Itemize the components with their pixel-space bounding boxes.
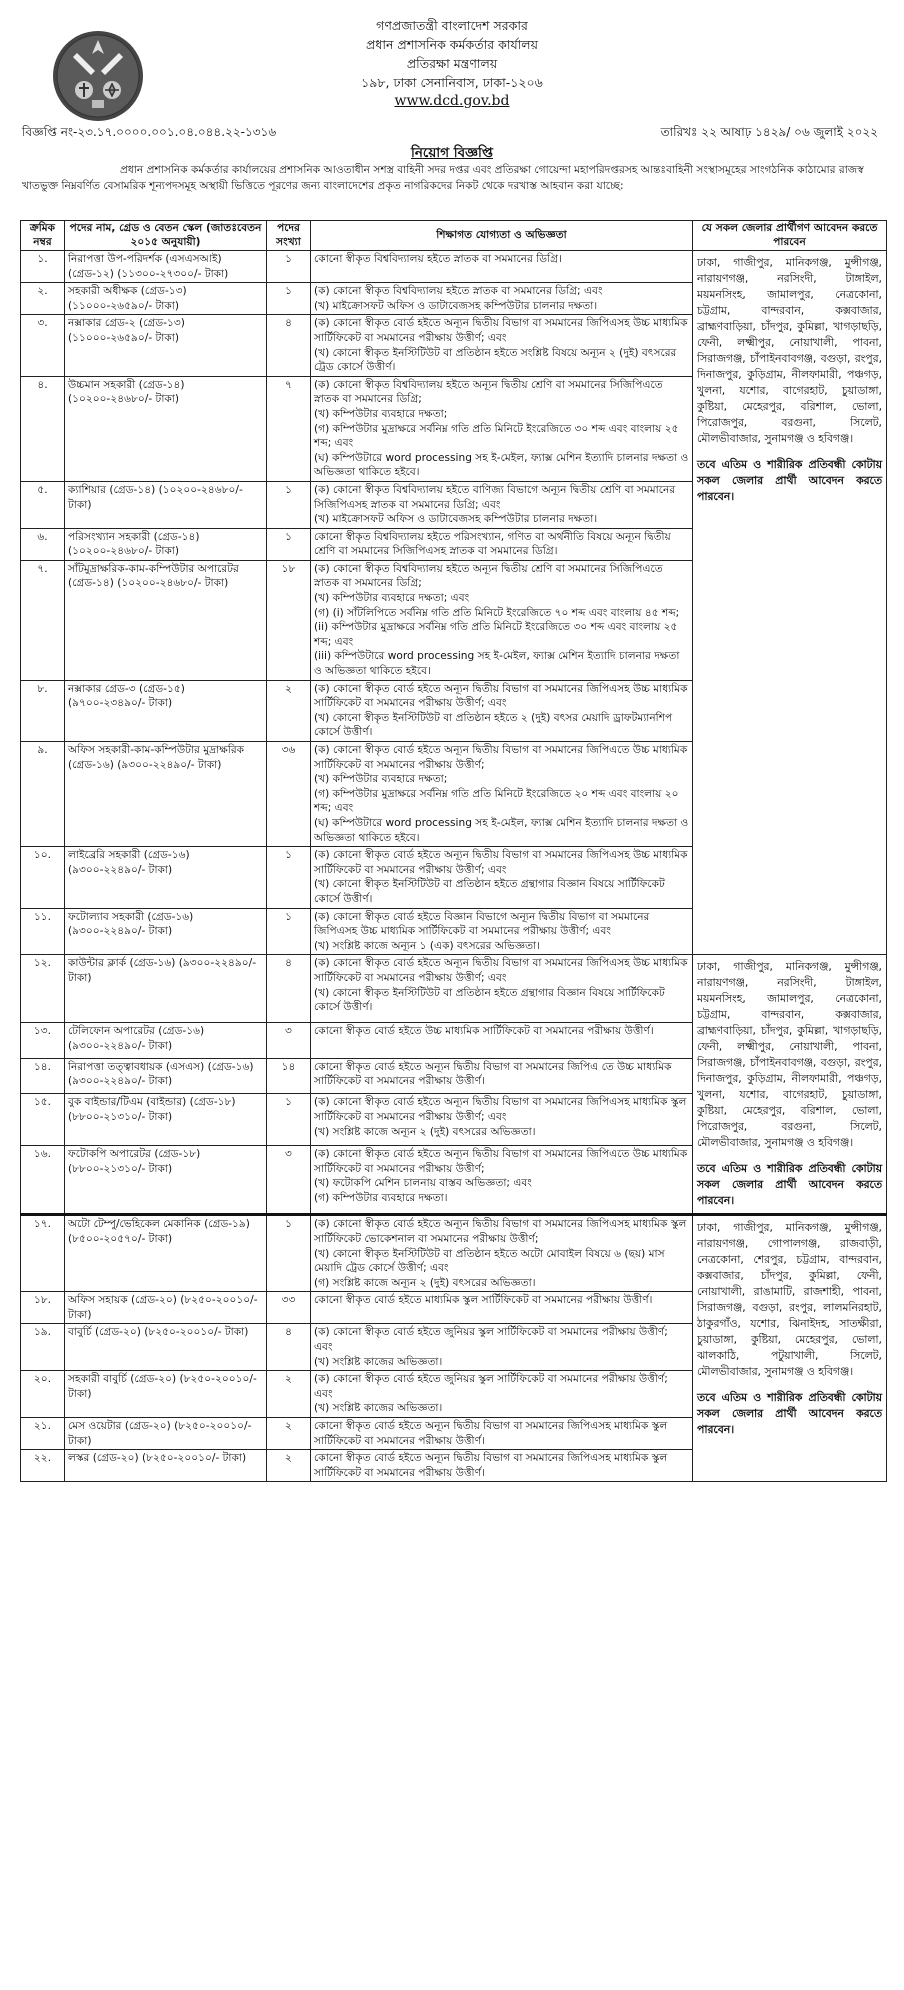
qualification-cell <box>311 1324 693 1371</box>
post-cell: নিরাপত্তা তত্ত্বাবধায়ক (এসএস) (গ্রেড-১৬) (৯৩০০-২২৪৯০/- টাকা) <box>65 1058 267 1094</box>
post-count-cell: ১ <box>267 528 311 560</box>
qualification-cell <box>311 1146 693 1215</box>
qualification-line: (খ) ফটোকপি মেশিন চালনায় বাস্তব অভিজ্ঞতা; এবং <box>314 1177 532 1190</box>
post-cell: বুক বাইন্ডার/টিএম (বাইন্ডার) (গ্রেড-১৮) (৮৮০০-২১৩১০/- টাকা) <box>65 1094 267 1146</box>
vacancy-table <box>20 220 887 1482</box>
qualification-line: (গ) কম্পিউটার মুদ্রাক্ষরে সর্বনিম্ন গতি প্রতি মিনিটে ইংরেজিতে ২০ শব্দ এবং বাংলায় ২০ শব্দ; এবং <box>314 787 679 815</box>
table-row <box>21 955 887 1023</box>
title-text: নিয়োগ বিজ্ঞপ্তি <box>410 145 493 161</box>
website-link[interactable]: www.dcd.gov.bd <box>394 93 510 109</box>
qualification-cell <box>311 908 693 955</box>
qualification-cell <box>311 1292 693 1324</box>
qualification-cell <box>311 1450 693 1482</box>
serial-cell: ১১. <box>21 908 65 955</box>
post-count-cell: ৪ <box>267 955 311 1023</box>
qualification-line: (খ) কোনো স্বীকৃত ইনস্টিটিউট বা প্রতিষ্ঠান হইতে অটো মোবাইল বিষয়ে ৬ (ছয়) মাস মেয়াদি ট্রেড কোর্সে উত্তীর্ণ; এবং <box>314 1247 665 1275</box>
post-cell: টেলিফোন অপারেটর (গ্রেড-১৬) (৯৩০০-২২৪৯০/- টাকা) <box>65 1023 267 1059</box>
qualification-line: কোনো স্বীকৃত বিশ্ববিদ্যালয় হইতে পরিসংখ্যান, গণিত বা অর্থনীতি বিষয়ে অন্যূন দ্বিতীয় শ্রেণি বা সমমানের সিজিপিএসহ স্নাতক বা সমমানের ডিগ্রি। <box>314 530 671 558</box>
qualification-line: (ঘ) কম্পিউটারে word processing সহ ই-মেইল, ফ্যাক্স মেশিন ইত্যাদি চালনার দক্ষতা ও অভিজ্ঞতা থাকিতে হইবে। <box>314 816 689 844</box>
qualification-line: (খ) সংশ্লিষ্ট কাজের অভিজ্ঞতা। <box>314 1402 443 1415</box>
table-row <box>21 251 887 283</box>
post-cell: ফটোল্যাব সহকারী (গ্রেড-১৬) (৯৩০০-২২৪৯০/- টাকা) <box>65 908 267 955</box>
post-cell: অফিস সহায়ক (গ্রেড-২০) (৮২৫০-২০০১০/- টাকা) <box>65 1292 267 1324</box>
post-count-cell: ১৮ <box>267 560 311 680</box>
qualification-line: (গ) সংশ্লিষ্ট কাজে অন্যূন ২ (দুই) বৎসরের অভিজ্ঞতা। <box>314 1276 536 1289</box>
qualification-line: (গ) কম্পিউটার ব্যবহারে দক্ষতা। <box>314 1192 448 1205</box>
qualification-line: (খ) কম্পিউটার ব্যবহারে দক্ষতা; এবং <box>314 592 470 605</box>
post-count-cell: ১ <box>267 1215 311 1292</box>
col-header-qualification: শিক্ষাগত যোগ্যতা ও অভিজ্ঞতা <box>311 221 693 251</box>
post-cell: অফিস সহকারী-কাম-কম্পিউটার মুদ্রাক্ষরিক (গ্রেড-১৬) (৯৩০০-২২৪৯০/- টাকা) <box>65 742 267 847</box>
office-address-line: ১৯৮, ঢাকা সেনানিবাস, ঢাকা-১২০৬ <box>361 75 543 90</box>
qualification-line: (ঘ) কম্পিউটারে word processing সহ ই-মেইল, ফ্যাক্স মেশিন ইত্যাদি চালনার দক্ষতা ও অভিজ্ঞতা থাকিতে হইবে। <box>314 451 689 479</box>
serial-cell: ১৩. <box>21 1023 65 1059</box>
qualification-line: (ক) কোনো স্বীকৃত বোর্ড হইতে অন্যূন দ্বিতীয় বিভাগ বা সমমানের জিপিএতে উচ্চ মাধ্যমিক সার্টিফিকেট বা সমমানের পরীক্ষায় উত্তীর্ণ; <box>314 1148 688 1175</box>
qualification-cell <box>311 376 693 481</box>
serial-cell: ১৪. <box>21 1058 65 1094</box>
office-name: প্রধান প্রশাসনিক কর্মকর্তার কার্যালয় <box>366 37 538 52</box>
qualification-line: (ক) কোনো স্বীকৃত বিশ্ববিদ্যালয় হইতে অন্যূন দ্বিতীয় শ্রেণি বা সমমানের সিজিপিএতে স্নাতক বা সমমানের ডিগ্রি; <box>314 562 663 590</box>
vacancy-rows <box>21 251 887 1482</box>
defence-emblem-icon <box>52 30 144 122</box>
post-cell: সাঁটমুদ্রাক্ষরিক-কাম-কম্পিউটার অপারেটর (গ্রেড-১৪) (১০২০০-২৪৬৮০/- টাকা) <box>65 560 267 680</box>
post-cell: লস্কর (গ্রেড-২০) (৮২৫০-২০০১০/- টাকা) <box>65 1450 267 1482</box>
qualification-line: (খ) মাইক্রোসফট অফিস ও ডাটাবেজসহ কম্পিউটার চালনার দক্ষতা। <box>314 513 598 526</box>
serial-cell: ১৭. <box>21 1215 65 1292</box>
qualification-cell <box>311 1058 693 1094</box>
post-cell: নক্সাকার গ্রেড-৩ (গ্রেড-১৫) (৯৭০০-২৩৪৯০/- টাকা) <box>65 680 267 741</box>
post-count-cell: ৩ <box>267 1146 311 1215</box>
qualification-line: (ক) কোনো স্বীকৃত বিশ্ববিদ্যালয় হইতে বাণিজ্য বিভাগে অন্যূন দ্বিতীয় শ্রেণি বা সমমানের সিজিপিএসহ স্নাতক বা সমমানের ডিগ্রি; এবং <box>314 483 676 511</box>
qualification-cell <box>311 680 693 741</box>
post-cell: বাবুর্চি (গ্রেড-২০) (৮২৫০-২০০১০/- টাকা) <box>65 1324 267 1371</box>
post-cell: পরিসংখ্যান সহকারী (গ্রেড-১৪) (১০২০০-২৪৬৮০/- টাকা) <box>65 528 267 560</box>
qualification-cell <box>311 1418 693 1450</box>
post-cell: সহকারী অধীক্ষক (গ্রেড-১৩) (১১০০০-২৬৫৯০/- টাকা) <box>65 283 267 315</box>
qualification-line: (ক) কোনো স্বীকৃত বোর্ড হইতে জুনিয়র স্কুল সার্টিফিকেট বা সমমানের পরীক্ষায় উত্তীর্ণ; এবং <box>314 1373 668 1400</box>
qualification-line: কোনো স্বীকৃত বোর্ড হইতে উচ্চ মাধ্যমিক সার্টিফিকেট বা সমমানের পরীক্ষায় উত্তীর্ণ। <box>314 1025 654 1038</box>
post-count-cell: ১ <box>267 283 311 315</box>
eligible-districts-cell <box>693 251 887 955</box>
serial-cell: ৭. <box>21 560 65 680</box>
eligible-districts-cell <box>693 955 887 1215</box>
serial-cell: ২২. <box>21 1450 65 1482</box>
qualification-line: (ii) কম্পিউটার মুদ্রাক্ষরে সর্বনিম্ন গতি প্রতি মিনিটে ইংরেজিতে ৩০ শব্দ এবং বাংলায় ২৫ শব্দ; এবং <box>314 621 678 648</box>
qualification-line: কোনো স্বীকৃত বোর্ড হইতে অন্যূন দ্বিতীয় বিভাগ বা সমমানের জিপিএ তে উচ্চ মাধ্যমিক সার্টিফিকেট বা সমমানের পরীক্ষায় উত্তীর্ণ। <box>314 1060 672 1088</box>
serial-cell: ১২. <box>21 955 65 1023</box>
qualification-line: (ক) কোনো স্বীকৃত বোর্ড হইতে অন্যূন দ্বিতীয় বিভাগ বা সমমানের জিপিএসহ মাধ্যমিক স্কুল সার্টিফিকেট বা সমমানের পরীক্ষায় উত্তীর্ণ; এবং <box>314 1096 687 1124</box>
qualification-cell <box>311 315 693 376</box>
post-count-cell: ১ <box>267 481 311 528</box>
qualification-line: (ক) কোনো স্বীকৃত বোর্ড হইতে অন্যূন দ্বিতীয় বিভাগ বা সমমানের জিপিএসহ উচ্চ মাধ্যমিক সার্টিফিকেট বা সমমানের পরীক্ষায় উত্তীর্ণ; এবং <box>314 682 688 710</box>
post-cell: সহকারী বাবুর্চি (গ্রেড-২০) (৮২৫০-২০০১০/- টাকা) <box>65 1371 267 1418</box>
serial-cell: ১০. <box>21 847 65 908</box>
post-cell: ফটোকপি অপারেটর (গ্রেড-১৮) (৮৮০০-২১৩১০/- টাকা) <box>65 1146 267 1215</box>
serial-cell: ১. <box>21 251 65 283</box>
serial-cell: ২১. <box>21 1418 65 1450</box>
post-count-cell: ৭ <box>267 376 311 481</box>
post-count-cell: ৩ <box>267 1023 311 1059</box>
qualification-line: (খ) সংশ্লিষ্ট কাজে অন্যূন ২ (দুই) বৎসরের অভিজ্ঞতা। <box>314 1125 536 1138</box>
col-header-serial: ক্রমিক নম্বর <box>21 221 65 251</box>
qualification-line: (ক) কোনো স্বীকৃত বোর্ড হইতে অন্যূন দ্বিতীয় বিভাগ বা সমমানের জিপিএসহ মাধ্যমিক স্কুল সার্টিফিকেট ভোকেশনাল বা সমমানের পরীক্ষায় উত্তীর্ণ; <box>314 1218 687 1245</box>
post-cell: উচ্চমান সহকারী (গ্রেড-১৪) (১০২০০-২৪৬৮০/- টাকা) <box>65 376 267 481</box>
col-header-count: পদের সংখ্যা <box>267 221 311 251</box>
post-count-cell: ১ <box>267 251 311 283</box>
serial-cell: ২০. <box>21 1371 65 1418</box>
district-list: ঢাকা, গাজীপুর, মানিকগঞ্জ, মুন্সীগঞ্জ, নারায়ণগঞ্জ, গোপালগঞ্জ, রাজবাড়ী, নেত্রকোনা, শেরপুর, চট্টগ্রাম, বান্দরবান, কক্সবাজার, চাঁদপুর, কুমিল্লা, ফেনী, নোয়াখালী, রাঙামাটি, রাজশাহী, পাবনা, সিরাজগঞ্জ, বগুড়া, রংপুর, লালমনিরহাট, ঠাকুরগাঁও, যশোর, ঝিনাইদহ, সাতক্ষীরা, চুয়াডাঙ্গা, কুষ্টিয়া, মেহেরপুর, ভোলা, ঝালকাঠি, পটুয়াখালী, সিলেট, মৌলভীবাজার, সুনামগঞ্জ ও হবিগঞ্জ। <box>697 1221 882 1379</box>
qualification-line: (ক) কোনো স্বীকৃত বোর্ড হইতে জুনিয়র স্কুল সার্টিফিকেট বা সমমানের পরীক্ষায় উত্তীর্ণ; এবং <box>314 1326 668 1354</box>
post-count-cell: ১৪ <box>267 1058 311 1094</box>
qualification-cell <box>311 1215 693 1292</box>
qualification-line: (খ) কোনো স্বীকৃত ইনস্টিটিউট বা প্রতিষ্ঠান হইতে সংশ্লিষ্ট বিষয়ে অন্যূন ২ (দুই) বৎসরের ট্রেড কোর্সে উত্তীর্ণ। <box>314 346 677 374</box>
post-cell: নক্সাকার গ্রেড-২ (গ্রেড-১৩) (১১০০০-২৬৫৯০/- টাকা) <box>65 315 267 376</box>
qualification-line: (খ) কম্পিউটার ব্যবহারে দক্ষতা; <box>314 407 448 420</box>
qualification-line: (খ) কোনো স্বীকৃত ইনস্টিটিউট বা প্রতিষ্ঠান হইতে ২ (দুই) বৎসর মেয়াদি ড্রাফটম্যানশিপ কোর্সে উত্তীর্ণ। <box>314 711 673 739</box>
table-header-row <box>21 221 887 251</box>
serial-cell: ১৮. <box>21 1292 65 1324</box>
qualification-cell <box>311 742 693 847</box>
eligible-districts-cell <box>693 1215 887 1482</box>
qualification-line: (খ) সংশ্লিষ্ট কাজে অন্যূন ১ (এক) বৎসরের অভিজ্ঞতা। <box>314 939 540 952</box>
intro-paragraph: প্রধান প্রশাসনিক কর্মকর্তার কার্যালয়ের প্রশাসনিক আওতাধীন সশস্ত্র বাহিনী সদর দপ্তর এবং প্রতিরক্ষা গোয়েন্দা মহাপরিদপ্তরসহ আন্তঃবাহিনী সংস্থাসমূহের সাংগঠনিক কাঠামোর রাজস্ব খাতভুক্ত নিম্নবর্ণিত বেসামরিক শূন্যপদসমূহ অস্থায়ী ভিত্তিতে পূরণের জন্য বাংলাদেশের প্রকৃত নাগরিকদের নিকট থেকে দরখাস্ত আহবান করা যাচ্ছে: <box>22 164 864 192</box>
qualification-cell <box>311 283 693 315</box>
serial-cell: ১৯. <box>21 1324 65 1371</box>
quota-note: তবে এতিম ও শারীরিক প্রতিবন্ধী কোটায় সকল জেলার প্রার্থী আবেদন করতে পারবেন। <box>697 458 882 503</box>
serial-cell: ৫. <box>21 481 65 528</box>
post-count-cell: ২ <box>267 680 311 741</box>
qualification-line: (খ) কোনো স্বীকৃত ইনস্টিটিউট বা প্রতিষ্ঠান হইতে গ্রন্থাগার বিজ্ঞান বিষয়ে সার্টিফিকেট কোর্সে উত্তীর্ণ। <box>314 878 665 905</box>
qualification-cell <box>311 1023 693 1059</box>
quota-note: তবে এতিম ও শারীরিক প্রতিবন্ধী কোটায় সকল জেলার প্রার্থী আবেদন করতে পারবেন। <box>697 1162 882 1208</box>
qualification-cell <box>311 251 693 283</box>
post-count-cell: ১ <box>267 1094 311 1146</box>
post-count-cell: ২ <box>267 1418 311 1450</box>
post-count-cell: ১ <box>267 908 311 955</box>
government-name: গণপ্রজাতন্ত্রী বাংলাদেশ সরকার <box>376 18 528 33</box>
post-cell: কাউন্টার ক্লার্ক (গ্রেড-১৬) (৯৩০০-২২৪৯০/- টাকা) <box>65 955 267 1023</box>
qualification-line: (ক) কোনো স্বীকৃত বিশ্ববিদ্যালয় হইতে স্নাতক বা সমমানের ডিগ্রি; এবং <box>314 285 603 298</box>
qualification-line: (খ) কোনো স্বীকৃত ইনস্টিটিউট বা প্রতিষ্ঠান হইতে গ্রন্থাগার বিজ্ঞান বিষয়ে সার্টিফিকেট কোর্সে উত্তীর্ণ। <box>314 986 665 1014</box>
qualification-cell <box>311 560 693 680</box>
qualification-line: (ক) কোনো স্বীকৃত বিশ্ববিদ্যালয় হইতে অন্যূন দ্বিতীয় শ্রেণি বা সমমানের সিজিপিএতে স্নাতক বা সমমানের ডিগ্রি; <box>314 378 663 406</box>
qualification-cell <box>311 1094 693 1146</box>
qualification-line: (খ) কম্পিউটার ব্যবহারে দক্ষতা; <box>314 773 448 786</box>
serial-cell: ১৫. <box>21 1094 65 1146</box>
post-count-cell: ১ <box>267 847 311 908</box>
serial-cell: ১৬. <box>21 1146 65 1215</box>
qualification-line: (ক) কোনো স্বীকৃত বোর্ড হইতে অন্যূন দ্বিতীয় বিভাগ বা সমমানের জিপিএসহ উচ্চ মাধ্যমিক সার্টিফিকেট বা সমমানের পরীক্ষায় উত্তীর্ণ; এবং <box>314 957 688 984</box>
qualification-cell <box>311 1371 693 1418</box>
district-list: ঢাকা, গাজীপুর, মানিকগঞ্জ, মুন্সীগঞ্জ, নারায়ণগঞ্জ, নরসিংদী, টাঙ্গাইল, ময়মনসিংহ, জামালপুর, নেত্রকোনা, চট্টগ্রাম, বান্দরবান, কক্সবাজার, ব্রাহ্মণবাড়িয়া, চাঁদপুর, কুমিল্লা, খাগড়াছড়ি, ফেনী, লক্ষ্মীপুর, নোয়াখালী, পাবনা, সিরাজগঞ্জ, চাঁপাইনবাবগঞ্জ, বগুড়া, রংপুর, দিনাজপুর, কুড়িগ্রাম, নীলফামারী, পঞ্চগড়, খুলনা, যশোর, বাগেরহাট, চুয়াডাঙ্গা, কুষ্টিয়া, মেহেরপুর, বরিশাল, ভোলা, পিরোজপুর, বরগুনা, সিলেট, মৌলভীবাজার, সুনামগঞ্জ ও হবিগঞ্জ। <box>697 960 882 1150</box>
qualification-line: (ক) কোনো স্বীকৃত বোর্ড হইতে অন্যূন দ্বিতীয় বিভাগ বা সমমানের জিপিএতে উচ্চ মাধ্যমিক সার্টিফিকেট বা সমমানের পরীক্ষায় উত্তীর্ণ; <box>314 744 688 771</box>
qualification-line: (iii) কম্পিউটারে word processing সহ ই-মেইল, ফ্যাক্স মেশিন ইত্যাদি চালনার দক্ষতা ও অভিজ্ঞতা থাকিতে হইবে। <box>314 650 680 678</box>
qualification-line: (ক) কোনো স্বীকৃত বোর্ড হইতে অন্যূন দ্বিতীয় বিভাগ বা সমমানের জিপিএসহ উচ্চ মাধ্যমিক সার্টিফিকেট বা সমমানের পরীক্ষায় উত্তীর্ণ; এবং <box>314 317 688 344</box>
qualification-cell <box>311 528 693 560</box>
qualification-line: কোনো স্বীকৃত বিশ্ববিদ্যালয় হইতে স্নাতক বা সমমানের ডিগ্রি। <box>314 253 562 265</box>
post-cell: নিরাপত্তা উপ-পরিদর্শক (এসএসআই) (গ্রেড-১২) (১১৩০০-২৭৩০০/- টাকা) <box>65 251 267 283</box>
post-count-cell: ২ <box>267 1450 311 1482</box>
serial-cell: ৯. <box>21 742 65 847</box>
post-count-cell: ২ <box>267 1371 311 1418</box>
col-header-post: পদের নাম, গ্রেড ও বেতন স্কেল (জাতঃবেতন ২০১৫ অনুযায়ী) <box>65 221 267 251</box>
post-cell: লাইব্রেরি সহকারী (গ্রেড-১৬) (৯৩০০-২২৪৯০/- টাকা) <box>65 847 267 908</box>
post-cell: অটো টেম্পু/ভেহিকেল মেকানিক (গ্রেড-১৯) (৮৫০০-২০৫৭০/- টাকা) <box>65 1215 267 1292</box>
memo-number: বিজ্ঞপ্তি নং-২৩.১৭.০০০০.০০১.০৪.০৪৪.২২-১৩১৬ <box>22 125 277 139</box>
qualification-line: (ক) কোনো স্বীকৃত বোর্ড হইতে বিজ্ঞান বিভাগে অন্যূন দ্বিতীয় বিভাগ বা সমমানের জিপিএসহ উচ্চ মাধ্যমিক সার্টিফিকেট বা সমমানের পরীক্ষায় উত্তীর্ণ; এবং <box>314 910 650 938</box>
post-cell: ক্যাশিয়ার (গ্রেড-১৪) (১০২০০-২৪৬৮০/- টাকা) <box>65 481 267 528</box>
qualification-line: (গ) (i) সাঁটলিপিতে সর্বনিম্ন গতি প্রতি মিনিটে ইংরেজিতে ৭০ শব্দ এবং বাংলায় ৪৫ শব্দ; <box>314 606 680 619</box>
post-count-cell: ৩৩ <box>267 1292 311 1324</box>
serial-cell: ৩. <box>21 315 65 376</box>
notice-date: তারিখঃ ২২ আষাঢ় ১৪২৯/ ০৬ জুলাই ২০২২ <box>660 125 878 139</box>
serial-cell: ২. <box>21 283 65 315</box>
qualification-cell <box>311 955 693 1023</box>
qualification-cell <box>311 481 693 528</box>
serial-cell: ৮. <box>21 680 65 741</box>
post-count-cell: ৪ <box>267 315 311 376</box>
post-cell: মেস ওয়েটার (গ্রেড-২০) (৮২৫০-২০০১০/- টাকা) <box>65 1418 267 1450</box>
serial-cell: ৬. <box>21 528 65 560</box>
qualification-line: (ক) কোনো স্বীকৃত বোর্ড হইতে অন্যূন দ্বিতীয় বিভাগ বা সমমানের জিপিএসহ উচ্চ মাধ্যমিক সার্টিফিকেট বা সমমানের পরীক্ষায় উত্তীর্ণ; এবং <box>314 849 688 876</box>
qualification-line: (গ) কম্পিউটার মুদ্রাক্ষরে সর্বনিম্ন গতি প্রতি মিনিটে ইংরেজিতে ৩০ শব্দ এবং বাংলায় ২৫ শব্দ; এবং <box>314 422 679 450</box>
qualification-line: (খ) সংশ্লিষ্ট কাজের অভিজ্ঞতা। <box>314 1355 443 1368</box>
quota-note: তবে এতিম ও শারীরিক প্রতিবন্ধী কোটায় সকল জেলার প্রার্থী আবেদন করতে পারবেন। <box>697 1391 882 1437</box>
qualification-cell <box>311 847 693 908</box>
serial-cell: ৪. <box>21 376 65 481</box>
qualification-line: কোনো স্বীকৃত বোর্ড হইতে মাধ্যমিক স্কুল সার্টিফিকেট বা সমমানের পরীক্ষায় উত্তীর্ণ। <box>314 1294 653 1307</box>
qualification-line: কোনো স্বীকৃত বোর্ড হইতে অন্যূন দ্বিতীয় বিভাগ বা সমমানের জিপিএসহ মাধ্যমিক স্কুল সার্টিফিকেট বা সমমানের পরীক্ষায় উত্তীর্ণ। <box>314 1452 668 1479</box>
post-count-cell: ৩৬ <box>267 742 311 847</box>
ministry-name: প্রতিরক্ষা মন্ত্রণালয় <box>406 56 498 71</box>
col-header-districts: যে সকল জেলার প্রার্থীগণ আবেদন করতে পারবেন <box>693 221 887 251</box>
qualification-line: কোনো স্বীকৃত বোর্ড হইতে অন্যূন দ্বিতীয় বিভাগ বা সমমানের জিপিএসহ মাধ্যমিক স্কুল সার্টিফিকেট বা সমমানের পরীক্ষায় উত্তীর্ণ। <box>314 1420 668 1447</box>
post-count-cell: ৪ <box>267 1324 311 1371</box>
table-row <box>21 1215 887 1292</box>
qualification-line: (খ) মাইক্রোসফট অফিস ও ডাটাবেজসহ কম্পিউটার চালনার দক্ষতা। <box>314 299 598 312</box>
office-address <box>250 16 654 111</box>
district-list: ঢাকা, গাজীপুর, মানিকগঞ্জ, মুন্সীগঞ্জ, নারায়ণগঞ্জ, নরসিংদী, টাঙ্গাইল, ময়মনসিংহ, জামালপুর, নেত্রকোনা, চট্টগ্রাম, বান্দরবান, কক্সবাজার, ব্রাহ্মণবাড়িয়া, চাঁদপুর, কুমিল্লা, খাগড়াছড়ি, ফেনী, লক্ষ্মীপুর, নোয়াখালী, পাবনা, সিরাজগঞ্জ, চাঁপাইনবাবগঞ্জ, বগুড়া, রংপুর, দিনাজপুর, কুড়িগ্রাম, নীলফামারী, পঞ্চগড়, খুলনা, যশোর, বাগেরহাট, চুয়াডাঙ্গা, কুষ্টিয়া, মেহেরপুর, বরিশাল, ভোলা, পিরোজপুর, বরগুনা, সিলেট, মৌলভীবাজার, সুনামগঞ্জ ও হবিগঞ্জ। <box>697 256 882 445</box>
letterhead <box>0 0 904 152</box>
